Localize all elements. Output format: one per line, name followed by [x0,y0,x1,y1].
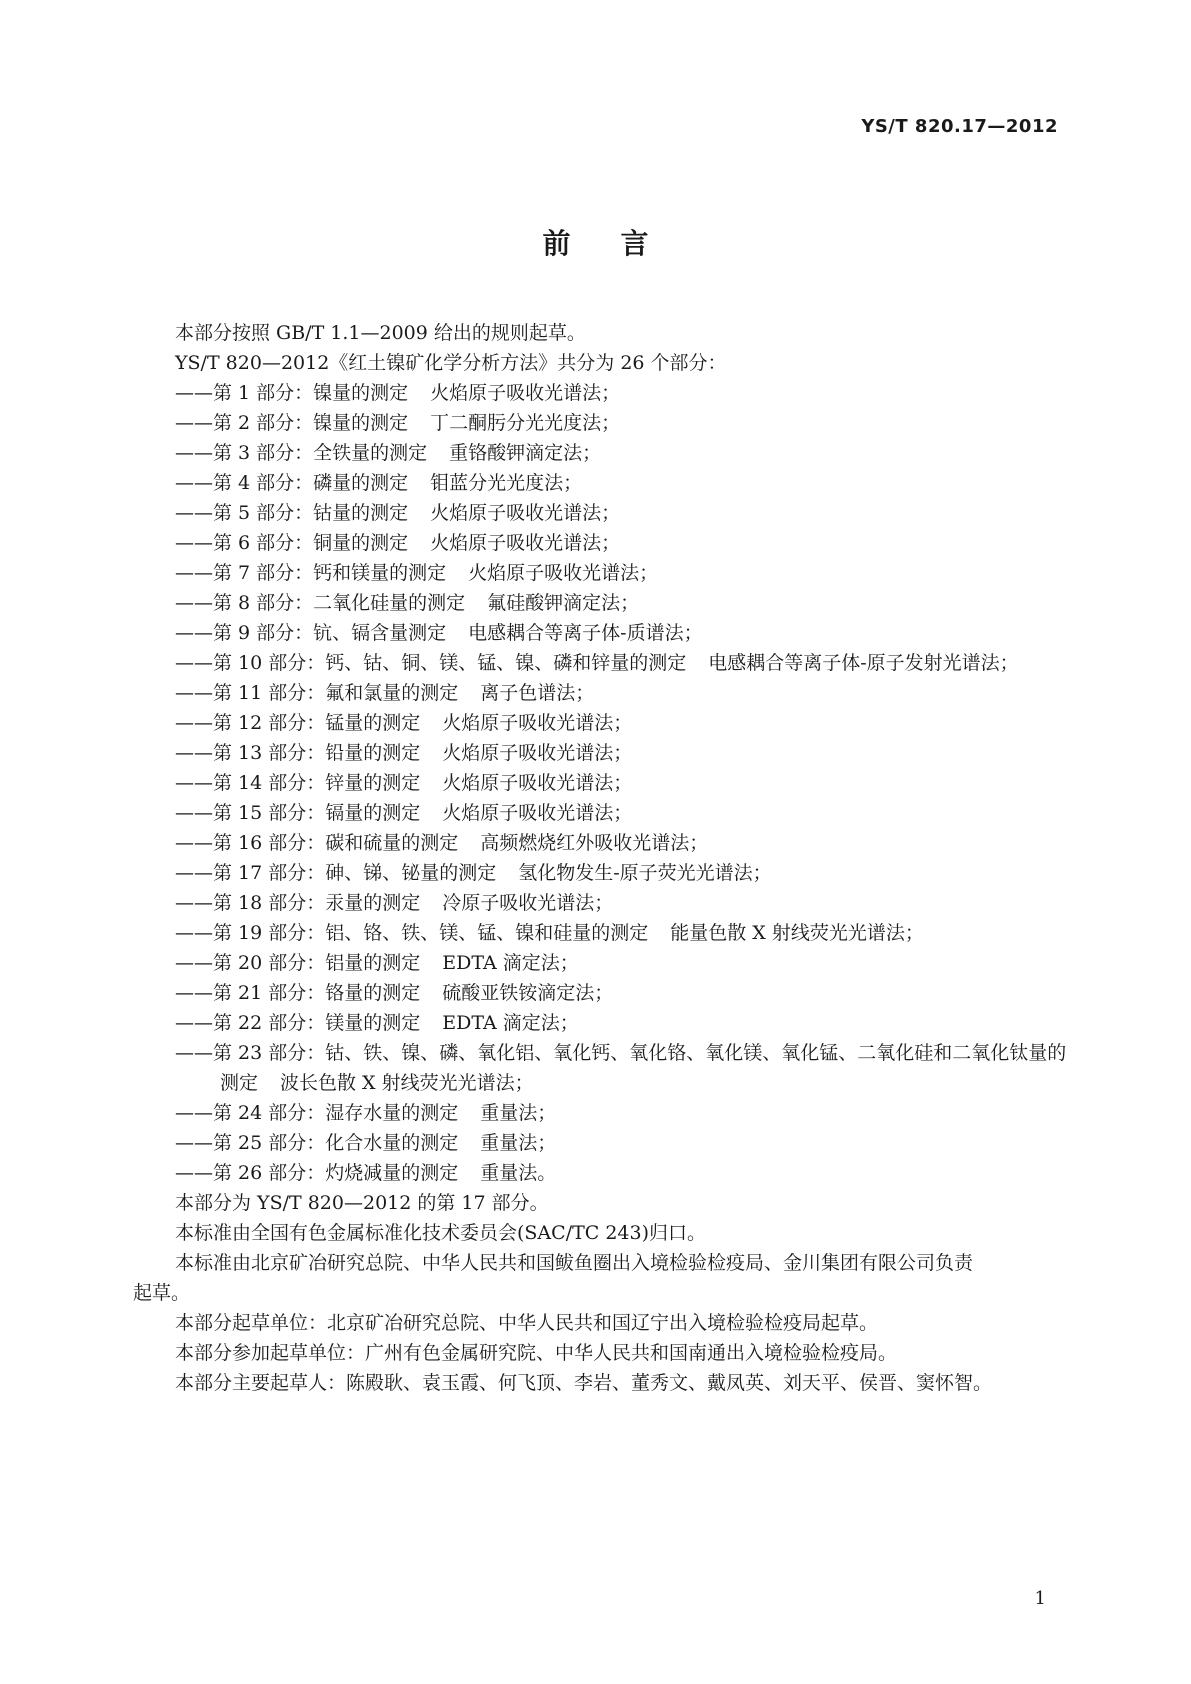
part-item [133,918,1058,948]
part-method: 重铬酸钾滴定法； [449,442,602,464]
part-item [133,708,1058,738]
part-label: ——第 11 部分：氟和氯量的测定 [175,682,459,704]
part-method: 重量法； [480,1102,557,1124]
part-method: 火焰原子吸收光谱法； [442,772,633,794]
part-label: ——第 26 部分：灼烧减量的测定 [175,1162,459,1184]
part-method: 氟硅酸钾滴定法； [487,592,640,614]
part-method: 重量法； [480,1132,557,1154]
part-method: 火焰原子吸收光谱法； [468,562,659,584]
part-method: 电感耦合等离子体-质谱法； [468,622,703,644]
part-label: ——第 21 部分：铬量的测定 [175,982,421,1004]
part-item [133,948,1058,978]
page-number: 1 [1034,1588,1046,1609]
part-item [133,678,1058,708]
part-label: ——第 18 部分：汞量的测定 [175,892,421,914]
closing-paragraph-continuation: 起草。 [133,1282,191,1304]
closing-paragraph: 本标准由全国有色金属标准化技术委员会(SAC/TC 243)归口。 [175,1222,707,1244]
page-title [0,222,1191,262]
part-method: 火焰原子吸收光谱法； [442,802,633,824]
foreword-body [133,318,1067,1398]
part-label: ——第 19 部分：铝、铬、铁、镁、锰、镍和硅量的测定 [175,922,649,944]
part-method: 硫酸亚铁铵滴定法； [442,982,614,1004]
intro-paragraph: YS/T 820—2012《红土镍矿化学分析方法》共分为 26 个部分： [175,352,727,374]
part-23-method: 波长色散 X 射线荧光光谱法； [280,1072,534,1094]
part-label: ——第 24 部分：湿存水量的测定 [175,1102,459,1124]
part-method: 能量色散 X 射线荧光光谱法； [670,922,924,944]
parts-list-tail [133,1098,1058,1188]
part-label: ——第 17 部分：砷、锑、铋量的测定 [175,862,497,884]
part-item [133,828,1058,858]
part-label: ——第 8 部分：二氧化硅量的测定 [175,592,466,614]
part-item [133,528,1058,558]
part-item [133,498,1058,528]
part-item [133,738,1058,768]
part-item [133,888,1058,918]
standard-code: YS/T 820.17—2012 [861,116,1058,137]
part-label: ——第 12 部分：锰量的测定 [175,712,421,734]
part-item [133,648,1058,678]
part-item [133,1098,1058,1128]
part-23-line1: ——第 23 部分：钴、铁、镍、磷、氧化铝、氧化钙、氧化铬、氧化镁、氧化锰、二氧化硅和二氧化钛量的 [175,1042,1067,1064]
part-method: 离子色谱法； [480,682,595,704]
part-item [133,378,1058,408]
part-method: 火焰原子吸收光谱法； [430,532,621,554]
intro-paragraph: 本部分按照 GB/T 1.1—2009 给出的规则起草。 [175,322,586,344]
part-label: ——第 22 部分：镁量的测定 [175,1012,421,1034]
part-item [133,1008,1058,1038]
part-method: 钼蓝分光光度法； [430,472,583,494]
part-method: EDTA 滴定法； [442,1012,579,1034]
title-char-left: 前 [542,227,571,260]
part-label: ——第 5 部分：钴量的测定 [175,502,409,524]
part-label: ——第 3 部分：全铁量的测定 [175,442,428,464]
part-item [133,1038,1067,1068]
part-method: 丁二酮肟分光光度法； [430,412,621,434]
part-item [133,858,1058,888]
part-method: 氢化物发生-原子荧光光谱法； [518,862,772,884]
part-label: ——第 2 部分：镍量的测定 [175,412,409,434]
part-method: 火焰原子吸收光谱法； [430,382,621,404]
part-label: ——第 1 部分：镍量的测定 [175,382,409,404]
part-label: ——第 10 部分：钙、钴、铜、镁、锰、镍、磷和锌量的测定 [175,652,687,674]
part-item [133,468,1058,498]
part-label: ——第 13 部分：铅量的测定 [175,742,421,764]
part-label: ——第 15 部分：镉量的测定 [175,802,421,824]
part-method: 高频燃烧红外吸收光谱法； [480,832,709,854]
closing-paragraph: 本部分起草单位：北京矿冶研究总院、中华人民共和国辽宁出入境检验检疫局起草。 [175,1312,879,1334]
closing-paragraph: 本部分参加起草单位：广州有色金属研究院、中华人民共和国南通出入境检验检疫局。 [175,1342,898,1364]
part-label: ——第 4 部分：磷量的测定 [175,472,409,494]
closing-paragraph: 本部分主要起草人：陈殿耿、袁玉霞、何飞顶、李岩、董秀文、戴凤英、刘天平、侯晋、窦怀智。 [175,1372,993,1394]
part-item [133,618,1058,648]
part-item [133,978,1058,1008]
parts-list [133,378,1058,1038]
closing-paragraph: 本部分为 YS/T 820—2012 的第 17 部分。 [175,1192,549,1214]
part-method: 冷原子吸收光谱法； [442,892,614,914]
part-method: 电感耦合等离子体-原子发射光谱法； [708,652,1019,674]
part-item [133,588,1058,618]
part-label: ——第 16 部分：碳和硫量的测定 [175,832,459,854]
part-item [133,438,1058,468]
part-method: EDTA 滴定法； [442,952,579,974]
closing-paragraph: 本标准由北京矿冶研究总院、中华人民共和国鲅鱼圈出入境检验检疫局、金川集团有限公司负责 [175,1252,974,1274]
part-item [133,798,1058,828]
part-label: ——第 9 部分：钪、镉含量测定 [175,622,447,644]
part-method: 重量法。 [480,1162,557,1184]
part-23-label: 测定 [220,1072,259,1094]
part-label: ——第 6 部分：铜量的测定 [175,532,409,554]
part-method: 火焰原子吸收光谱法； [442,712,633,734]
part-label: ——第 20 部分：铝量的测定 [175,952,421,974]
part-item [133,558,1058,588]
part-item-continuation [133,1068,1058,1098]
part-label: ——第 14 部分：锌量的测定 [175,772,421,794]
part-label: ——第 7 部分：钙和镁量的测定 [175,562,447,584]
part-item [133,1128,1058,1158]
part-item [133,1158,1058,1188]
title-char-right: 言 [620,227,649,260]
part-item [133,768,1058,798]
part-item [133,408,1058,438]
part-label: ——第 25 部分：化合水量的测定 [175,1132,459,1154]
part-method: 火焰原子吸收光谱法； [442,742,633,764]
part-method: 火焰原子吸收光谱法； [430,502,621,524]
